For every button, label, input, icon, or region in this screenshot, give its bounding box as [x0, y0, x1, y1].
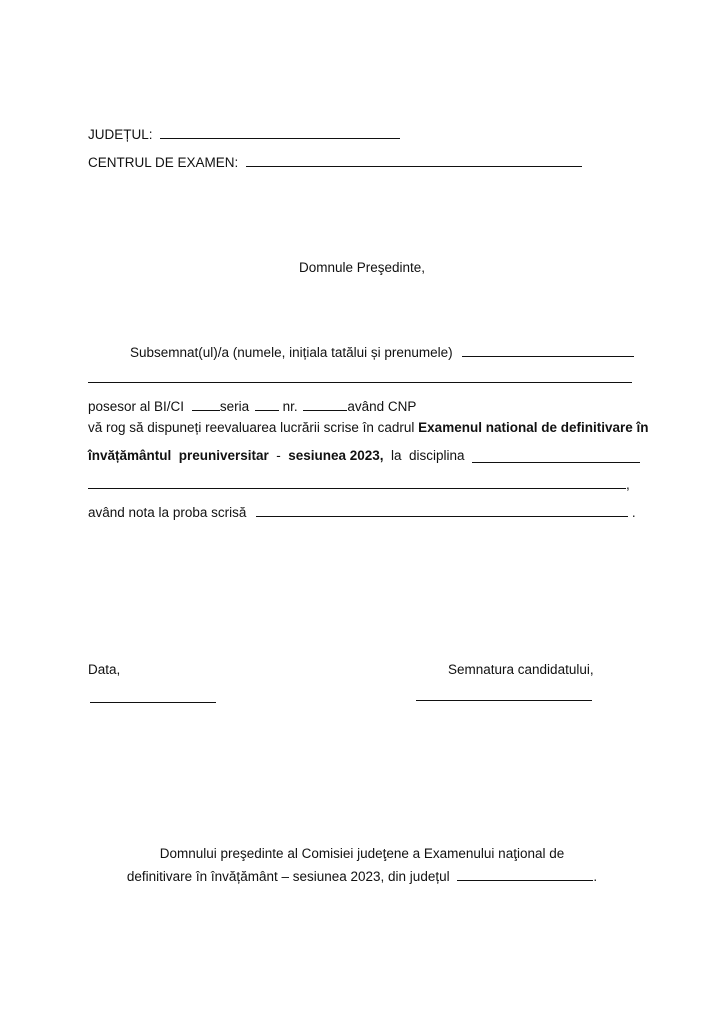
- w-sesiunea: sesiunea 2023,: [288, 448, 384, 463]
- w-disciplina: disciplina: [408, 448, 465, 463]
- judet-blank[interactable]: [160, 124, 400, 139]
- nota-row: [88, 502, 636, 520]
- examen-title: Examenul national de definitivare în: [418, 420, 649, 435]
- signature-label: Semnatura candidatului,: [448, 662, 594, 677]
- w-preuniversitar: preuniversitar: [178, 448, 269, 463]
- id-row: [88, 396, 416, 414]
- nr-text: nr.: [282, 399, 298, 414]
- bi-ci-blank[interactable]: [192, 396, 220, 411]
- cnp-text: având CNP: [347, 399, 417, 414]
- disciplina-row: [88, 448, 640, 463]
- name-continuation-blank[interactable]: [88, 368, 632, 383]
- date-row: [90, 688, 216, 706]
- w-dash: -: [276, 448, 281, 463]
- footer-line-2-row: [0, 866, 724, 884]
- disciplina-continuation-blank[interactable]: [88, 474, 626, 489]
- footer-line-1: Domnului preşedinte al Comisiei judeţene a Examenului naţional de: [159, 846, 565, 861]
- name-blank[interactable]: [462, 342, 634, 357]
- disciplina-continuation-row: [88, 474, 630, 492]
- nota-blank[interactable]: [256, 502, 628, 517]
- reevaluare-row: [88, 420, 648, 435]
- centru-row: [88, 152, 582, 170]
- signature-row: [416, 686, 592, 704]
- judet-label: JUDEȚUL:: [88, 127, 153, 142]
- seria-text: seria: [219, 399, 250, 414]
- nota-period: .: [631, 505, 636, 520]
- judet-row: [88, 124, 400, 142]
- subsemnat-row: [130, 342, 634, 360]
- signature-blank[interactable]: [416, 686, 592, 701]
- footer-line-2: definitivare în învățământ – sesiunea 2023, din județul: [126, 869, 450, 884]
- comma: ,: [626, 477, 630, 492]
- judet-footer-blank[interactable]: [457, 866, 593, 881]
- w-la: la: [390, 448, 402, 463]
- centru-blank[interactable]: [246, 152, 582, 167]
- nr-blank[interactable]: [303, 396, 347, 411]
- disciplina-blank[interactable]: [472, 448, 640, 463]
- name-continuation-row: [88, 368, 632, 386]
- salutation: Domnule Preşedinte,: [298, 260, 426, 275]
- date-label: Data,: [88, 662, 121, 677]
- w-invatamantul: învățământul: [88, 448, 172, 463]
- nota-text: având nota la proba scrisă: [88, 505, 247, 520]
- posesor-text: posesor al BI/CI: [88, 399, 185, 414]
- seria-blank[interactable]: [255, 396, 279, 411]
- va-rog-text: vă rog să dispuneți reevaluarea lucrării scrise în cadrul: [88, 420, 415, 435]
- footer-period: .: [593, 869, 598, 884]
- subsemnat-text: Subsemnat(ul)/a (numele, inițiala tatălui și prenumele): [130, 345, 453, 360]
- centru-label: CENTRUL DE EXAMEN:: [88, 155, 239, 170]
- date-blank[interactable]: [90, 688, 216, 703]
